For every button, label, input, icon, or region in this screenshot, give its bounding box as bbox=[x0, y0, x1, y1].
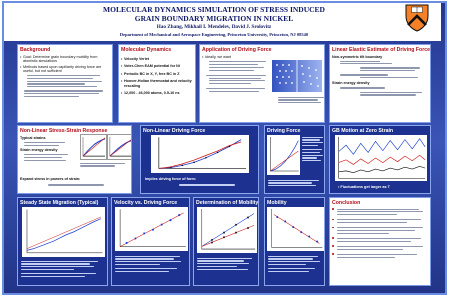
text-line bbox=[24, 154, 68, 155]
text-line bbox=[268, 261, 320, 262]
panel-title-application: Application of Driving Force bbox=[202, 46, 272, 53]
steady-state-migration-plot bbox=[22, 207, 105, 257]
text-line bbox=[337, 222, 407, 223]
text-line bbox=[337, 233, 389, 234]
text-line bbox=[24, 93, 99, 94]
text-line bbox=[340, 74, 388, 75]
panel-non-linear-driving-force bbox=[140, 125, 259, 194]
text-line bbox=[360, 92, 422, 93]
linear-elastic-label-tilt-boundary: Non-symmetric tilt boundary bbox=[332, 54, 383, 59]
text-line bbox=[268, 258, 313, 259]
mobility-plot bbox=[267, 207, 324, 251]
text-line bbox=[340, 63, 392, 64]
background-bullet-goal: • Goal: Determine grain boundary mobility from atomistic simulations bbox=[19, 55, 110, 64]
text-line bbox=[115, 271, 169, 272]
poster-title-line-1: MOLECULAR DYNAMICS SIMULATION OF STRESS INDUCED bbox=[103, 5, 325, 14]
plot-linear-fit bbox=[27, 217, 101, 249]
panel-title-determination: Determination of Mobility bbox=[196, 199, 259, 206]
md-bullet-boundary-conditions: • Periodic BC in X, Y, free BC in Z bbox=[120, 72, 193, 76]
text-line bbox=[337, 211, 423, 212]
text-line bbox=[197, 266, 237, 267]
stress-strain-plot-1 bbox=[80, 134, 107, 160]
plot-arrhenius-fit bbox=[274, 215, 320, 244]
text-line bbox=[337, 246, 423, 247]
conclusion-bullet bbox=[330, 227, 430, 234]
plot-axes bbox=[120, 209, 186, 246]
panel-title-conclusion: Conclusion bbox=[332, 199, 361, 206]
conclusion-bullet bbox=[330, 254, 430, 258]
text-line bbox=[21, 263, 90, 264]
poster-header bbox=[4, 3, 441, 41]
md-bullet-thermostat: • Hoover-Holian thermostat and velocity rescaling bbox=[120, 79, 193, 88]
plot-boundary-position bbox=[27, 219, 101, 251]
velocity-vs-driving-force-plot bbox=[115, 207, 188, 251]
text-line bbox=[268, 271, 309, 272]
conclusion-bullet bbox=[330, 238, 430, 242]
affiliation: Department of Mechanical and Aerospace Engineering, Princeton University, Princeton, NJ 08540 bbox=[119, 31, 309, 37]
plot-trace-mid-temperature bbox=[339, 155, 425, 164]
text-line bbox=[302, 152, 320, 153]
plot-curve-series-2 bbox=[159, 142, 241, 169]
background-bullet-methods: • Methods based upon capillarity driving force are useful, but not sufficient bbox=[19, 65, 110, 74]
text-line bbox=[21, 269, 74, 270]
plot-fit-line-1 bbox=[202, 214, 254, 247]
text-line bbox=[209, 70, 254, 71]
text-line bbox=[302, 145, 318, 146]
text-line bbox=[337, 254, 417, 255]
text-line bbox=[206, 88, 265, 89]
text-line bbox=[80, 163, 125, 164]
label-typical-strains: Typical strains bbox=[20, 136, 46, 140]
plot-fit-line-2 bbox=[202, 225, 254, 246]
text-line bbox=[268, 264, 306, 265]
panel-steady-state-migration bbox=[17, 197, 108, 286]
text-line bbox=[302, 160, 321, 161]
princeton-shield-icon bbox=[405, 4, 429, 32]
text-line bbox=[337, 219, 421, 220]
text-line bbox=[302, 142, 323, 143]
text-line bbox=[268, 185, 316, 186]
label-expand-stress: Expand stress in powers of strain: bbox=[20, 177, 81, 181]
authors: Hao Zhang, Mikhail I. Mendelev, David J. Srolovitz bbox=[156, 24, 272, 30]
text-line bbox=[27, 86, 97, 87]
text-line bbox=[24, 145, 59, 146]
conclusion-bullet bbox=[330, 209, 430, 216]
gb-motion-fluctuation-note: • Fluctuations get larger as T bbox=[338, 185, 390, 189]
text-line bbox=[21, 266, 94, 267]
plot-trace-high-temperature bbox=[339, 139, 425, 155]
grain-boundary-schematic-figure bbox=[272, 60, 322, 92]
panel-title-velocity: Velocity vs. Driving Force bbox=[114, 199, 178, 206]
text-line bbox=[340, 61, 380, 62]
text-line bbox=[27, 81, 102, 82]
text-line bbox=[197, 263, 249, 264]
text-line bbox=[268, 182, 312, 183]
text-line bbox=[48, 184, 104, 185]
panel-title-steady-state: Steady State Migration (Typical) bbox=[20, 199, 99, 206]
text-line bbox=[115, 258, 174, 259]
panel-title-non-linear-driving-force: Non-Linear Driving Force bbox=[143, 127, 206, 134]
text-line bbox=[115, 268, 177, 269]
text-line bbox=[360, 77, 418, 78]
plot-linear-fit bbox=[120, 213, 184, 247]
text-line bbox=[21, 273, 96, 274]
text-line bbox=[209, 78, 261, 79]
stress-strain-plot-2 bbox=[107, 134, 132, 160]
conclusion-bullet bbox=[330, 219, 430, 223]
linear-elastic-label-strain-energy: Strain energy density bbox=[332, 81, 370, 86]
text-line bbox=[197, 258, 252, 259]
text-line bbox=[340, 87, 385, 88]
text-line bbox=[360, 94, 416, 95]
text-line bbox=[337, 241, 411, 242]
text-line bbox=[24, 160, 66, 161]
text-line bbox=[115, 256, 180, 257]
plot-axes bbox=[159, 137, 246, 168]
driving-force-plot bbox=[267, 135, 300, 175]
text-line bbox=[360, 70, 415, 71]
conclusion-bullet bbox=[330, 246, 430, 250]
non-linear-driving-force-plot bbox=[151, 135, 249, 173]
text-line bbox=[337, 238, 421, 239]
text-line bbox=[115, 264, 160, 265]
text-line bbox=[337, 249, 403, 250]
text-line bbox=[209, 67, 264, 68]
text-line bbox=[302, 157, 317, 158]
text-line bbox=[24, 142, 65, 143]
panel-linear-elastic-estimate bbox=[329, 44, 431, 123]
panel-driving-force bbox=[264, 125, 325, 194]
md-bullet-system-size: • 12,000 - 46,000 atoms, 0.5-10 ns bbox=[120, 91, 193, 95]
caption-implies-driving-force: Implies driving force of form: bbox=[145, 177, 197, 181]
label-strain-energy-density: Strain energy density bbox=[20, 147, 58, 152]
plot-trace-low-temperature bbox=[339, 166, 425, 172]
panel-title-mobility: Mobility bbox=[267, 199, 287, 206]
text-line bbox=[206, 75, 266, 76]
text-line bbox=[27, 78, 93, 79]
md-bullet-integrator: • Velocity Verlet bbox=[120, 57, 193, 61]
panel-title-non-linear-stress-strain: Non-Linear Stress-Strain Response bbox=[20, 127, 108, 134]
text-line bbox=[302, 149, 322, 150]
text-line bbox=[302, 155, 323, 156]
text-line bbox=[27, 75, 100, 76]
panel-title-background: Background bbox=[20, 46, 51, 53]
panel-background bbox=[17, 44, 113, 123]
panel-conclusion bbox=[329, 197, 431, 286]
panel-application-of-driving-force bbox=[199, 44, 325, 123]
text-line bbox=[24, 157, 62, 158]
text-line bbox=[209, 80, 265, 81]
text-line bbox=[278, 97, 324, 98]
text-line bbox=[209, 83, 251, 84]
plot-axes bbox=[272, 209, 323, 247]
panel-title-molecular-dynamics: Molecular Dynamics bbox=[121, 46, 172, 53]
text-line bbox=[24, 96, 79, 97]
application-bullet-ideally: • Ideally, we want bbox=[201, 55, 268, 59]
text-line bbox=[268, 256, 318, 257]
panel-title-driving-force: Driving Force bbox=[267, 127, 301, 134]
panel-title-gb-motion: GB Motion at Zero Strain bbox=[332, 127, 394, 134]
text-line bbox=[337, 230, 415, 231]
text-line bbox=[278, 99, 318, 100]
gb-motion-plot bbox=[335, 135, 427, 181]
plot-linear-estimate bbox=[270, 151, 298, 171]
text-line bbox=[80, 165, 115, 166]
text-line bbox=[179, 184, 235, 185]
panel-mobility bbox=[264, 197, 325, 286]
text-line bbox=[337, 257, 395, 258]
text-line bbox=[27, 83, 85, 84]
text-line bbox=[302, 139, 320, 140]
determination-of-mobility-plot bbox=[197, 207, 257, 253]
panel-title-linear-elastic: Linear Elastic Estimate of Driving Force bbox=[332, 46, 431, 53]
text-line bbox=[209, 64, 258, 65]
plot-curve bbox=[270, 141, 298, 171]
text-line bbox=[268, 180, 319, 181]
text-line bbox=[209, 61, 266, 62]
text-line bbox=[115, 261, 181, 262]
text-line bbox=[209, 91, 259, 92]
plot-curve-series-1 bbox=[159, 140, 241, 169]
plot-linear-fit bbox=[110, 140, 131, 156]
text-line bbox=[21, 276, 85, 277]
md-bullet-potential: • Voter-Chen EAM potential for Ni bbox=[120, 64, 193, 68]
plot-axes bbox=[27, 210, 103, 253]
text-line bbox=[197, 260, 244, 261]
text-line bbox=[197, 269, 248, 270]
panel-gb-motion-zero-strain bbox=[329, 125, 431, 194]
text-line bbox=[278, 102, 321, 103]
plot-linear-fit bbox=[83, 138, 105, 156]
text-line bbox=[24, 90, 103, 91]
panel-velocity-vs-driving-force bbox=[111, 197, 190, 286]
poster-title-line-2: GRAIN BOUNDARY MIGRATION IN NICKEL bbox=[134, 14, 294, 23]
text-line bbox=[268, 268, 315, 269]
text-line bbox=[337, 227, 423, 228]
text-line bbox=[337, 214, 397, 215]
panel-non-linear-stress-strain bbox=[17, 125, 132, 194]
panel-determination-of-mobility bbox=[193, 197, 259, 286]
text-line bbox=[302, 137, 323, 138]
text-line bbox=[360, 67, 420, 68]
text-line bbox=[337, 209, 419, 210]
text-line bbox=[21, 261, 98, 262]
panel-molecular-dynamics bbox=[118, 44, 196, 123]
